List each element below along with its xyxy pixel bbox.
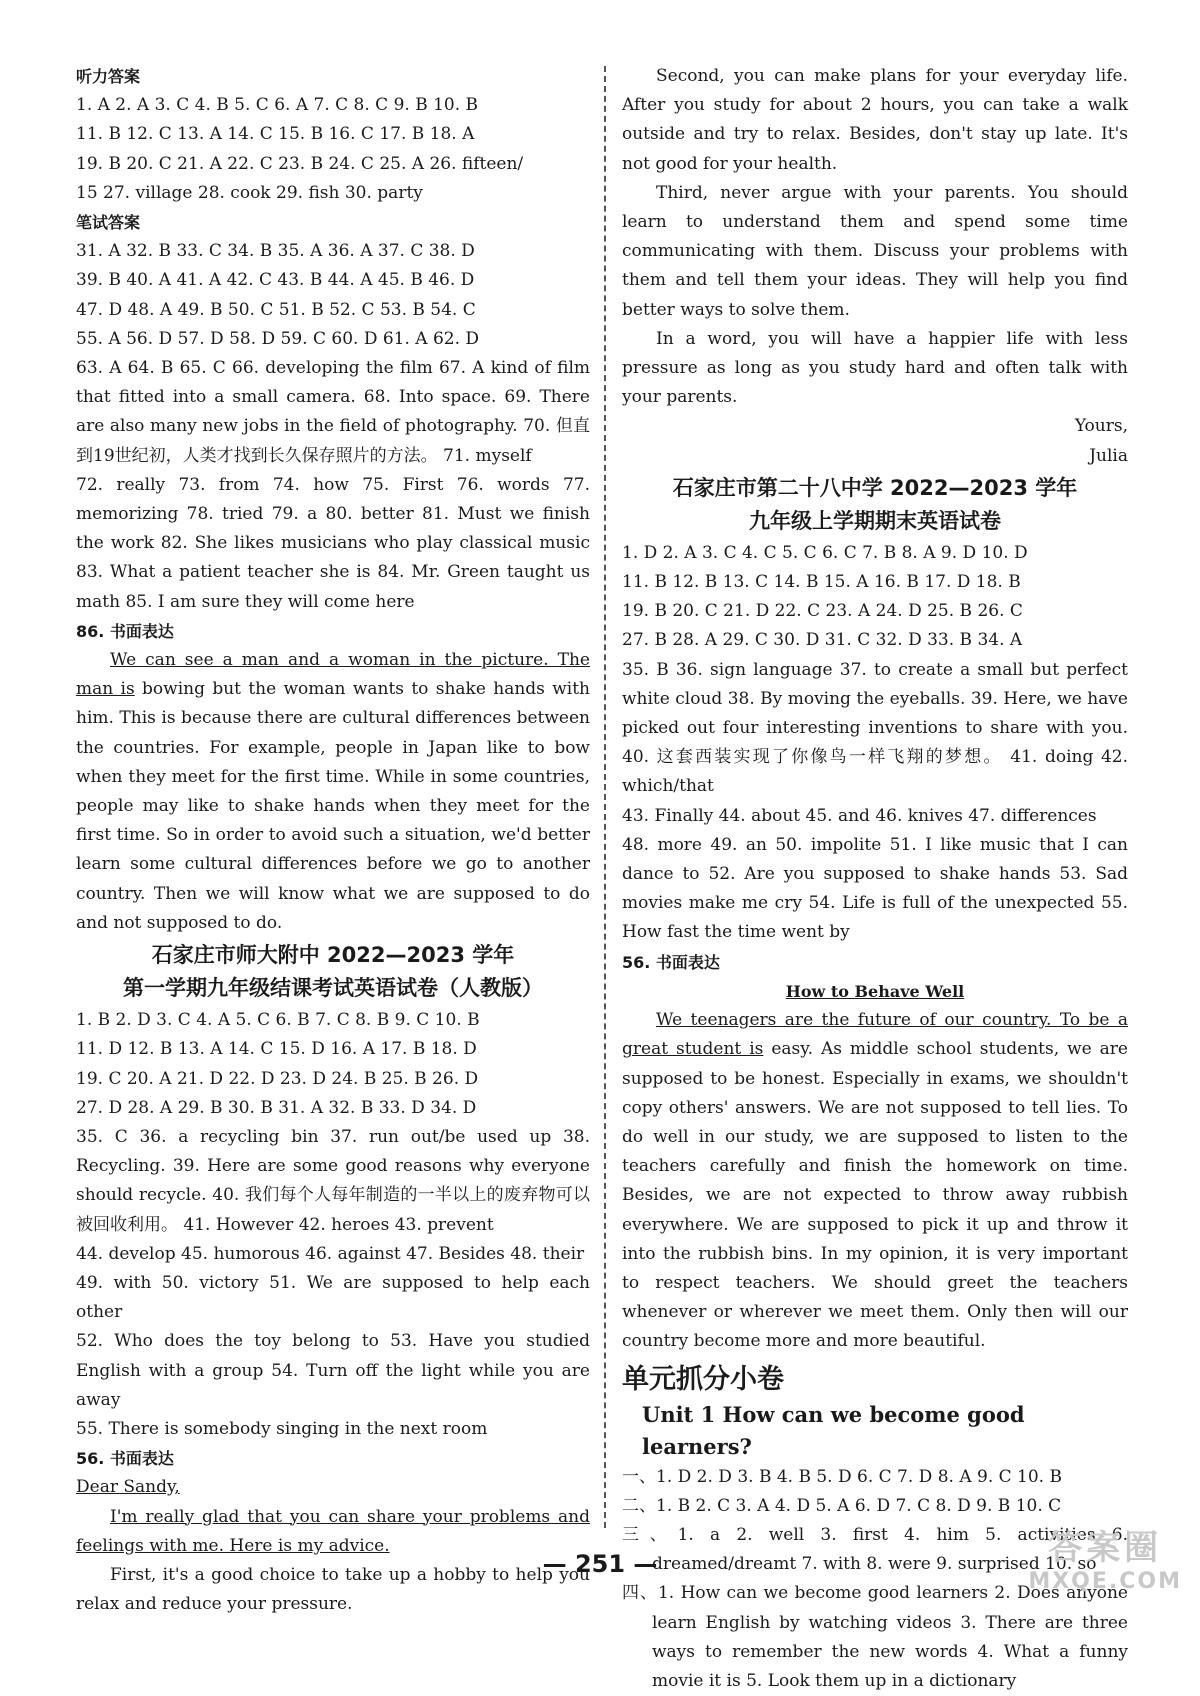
page-number: — 251 — <box>542 1550 658 1578</box>
exam2-answers-line: 27. D 28. A 29. B 30. B 31. A 32. B 33. D 34. D <box>76 1097 477 1118</box>
exam2-answers-block: 52. Who does the toy belong to 53. Have you studied English with a group 54. Turn off the light while you are away <box>76 1331 590 1410</box>
watermark-logo <box>1028 1520 1182 1594</box>
listening-answers-line: 15 27. village 28. cook 29. fish 30. party <box>76 182 423 203</box>
exam3-answers-line: 27. B 28. A 29. C 30. D 31. C 32. D 33. B 34. A <box>622 630 1023 651</box>
unit-section-heading: 单元抓分小卷 <box>622 1363 784 1395</box>
essay-rest: easy. As middle school students, we are supposed to be honest. Especially in exams, we shouldn't copy others' answers. We are not supposed to tell lies. To do well in our study, we are supposed to listen to the teachers carefully and finish the homework on time. Besides, we are not expected to throw away rubbish everywhere. We are supposed to pick it up and throw it into the rubbish bins. In my opinion, it is very important to respect teachers. We should greet the teachers whenever or wherever we meet them. Only then will our country become more and more beautiful. <box>622 1039 1128 1352</box>
unit-title: Unit 1 How can we become good learners? <box>642 1401 1025 1459</box>
writing-86-heading: 86. 书面表达 <box>76 621 174 641</box>
exam3-answers-block: 35. B 36. sign language 37. to create a small but perfect white cloud 38. By moving the eyeballs. 39. Here, we have picked out four interesting inventions to share with you. 40. 这套西装实现了你像鸟一样飞翔的梦想。 41. doing 42. which/that <box>622 659 1128 797</box>
unit-part: 一、1. D 2. D 3. B 4. B 5. D 6. C 7. D 8. A 9. C 10. B <box>622 1466 1062 1487</box>
watermark-url: MXQE.COM <box>1028 1569 1182 1594</box>
exam3-answers-line: 43. Finally 44. about 45. and 46. knives 47. differences <box>622 805 1097 826</box>
unit-part: 四、1. How can we become good learners 2. Does anyone learn English by watching videos 3. There are three ways to remember the new words 4. What a funny movie it is 5. Look them up in a dictionary <box>622 1583 1128 1691</box>
letter-closing: Yours, <box>1074 416 1128 437</box>
exam2-answers-line: 44. develop 45. humorous 46. against 47. Besides 48. their <box>76 1243 585 1264</box>
right-column <box>622 62 1128 1696</box>
exam2-answers-block: 35. C 36. a recycling bin 37. run out/be used up 38. Recycling. 39. Here are some good reasons why everyone should recycle. 40. 我们每个人每年制造的一半以上的废弃物可以被回收利用。 41. However 42. heroes 43. prevent <box>76 1126 590 1235</box>
exam2-answers-line: 11. D 12. B 13. A 14. C 15. D 16. A 17. B 18. D <box>76 1039 477 1060</box>
exam3-title-line2: 九年级上学期期末英语试卷 <box>749 508 1001 533</box>
writing-56-heading-left: 56. 书面表达 <box>76 1449 174 1469</box>
letter-paragraph-1-text: I'm really glad that you can share your problems and feelings with me. Here is my advice. <box>76 1506 590 1556</box>
left-column <box>76 62 590 1619</box>
writing-86-body: bowing but the woman wants to shake hands with him. This is because there are cultural differences between the countries. For example, people in Japan like to bow when they meet for the first time. While in some countries, people may like to shake hands when they meet for the first time. So in order to avoid such a situation, we'd better learn some cultural differences before we go to another country. Then we will know what we are supposed to do and not supposed to do. <box>76 679 590 933</box>
exam2-answers-line: 55. There is somebody singing in the next room <box>76 1418 488 1439</box>
unit-part: 三、1. a 2. well 3. first 4. him 5. activities 6. dreamed/dreamt 7. with 8. were 9. surprised 10. so <box>622 1524 1128 1575</box>
writing-56-heading-right: 56. 书面表达 <box>622 952 720 972</box>
exam3-title-line1: 石家庄市第二十八中学 2022—2023 学年 <box>672 475 1078 500</box>
exam3-answers-line: 1. D 2. A 3. C 4. C 5. C 6. C 7. B 8. A 9. D 10. D <box>622 542 1028 563</box>
column-divider <box>604 66 606 1528</box>
written-answers-line: 47. D 48. A 49. B 50. C 51. B 52. C 53. B 54. C <box>76 299 476 320</box>
letter-salutation: Dear Sandy, <box>76 1477 180 1498</box>
listening-answers-line: 1. A 2. A 3. C 4. B 5. C 6. A 7. C 8. C 9. B 10. B <box>76 95 479 116</box>
exam2-answers-line: 1. B 2. D 3. C 4. A 5. C 6. B 7. C 8. B 9. C 10. B <box>76 1010 480 1031</box>
essay-title: How to Behave Well <box>785 981 965 1001</box>
unit-part: 二、1. B 2. C 3. A 4. D 5. A 6. D 7. C 8. D 9. B 10. C <box>622 1495 1062 1516</box>
letter-paragraph-5: In a word, you will have a happier life with less pressure as long as you study hard and often talk with your parents. <box>622 328 1128 408</box>
written-heading: 笔试答案 <box>76 213 141 233</box>
written-answers-line: 31. A 32. B 33. C 34. B 35. A 36. A 37. C 38. D <box>76 241 475 262</box>
exam3-answers-block: 48. more 49. an 50. impolite 51. I like music that I can dance to 52. Are you supposed to shake hands 53. Sad movies make me cry 54. Life is full of the unexpected 55. How fast the time went by <box>622 834 1128 943</box>
letter-paragraph-4: Third, never argue with your parents. You should learn to understand them and spend some time communicating with them. Discuss your problems with them and tell them your ideas. They will help you find better ways to solve them. <box>622 182 1128 320</box>
exam3-answers-line: 11. B 12. B 13. C 14. B 15. A 16. B 17. D 18. B <box>622 572 1021 593</box>
watermark-text: 答案圈 <box>1048 1528 1163 1568</box>
written-answers-line: 39. B 40. A 41. A 42. C 43. B 44. A 45. B 46. D <box>76 270 475 291</box>
exam2-title-line1: 石家庄市师大附中 2022—2023 学年 <box>151 943 515 968</box>
essay-underlined: We teenagers are the future of our country. To be a great student is <box>622 1010 1128 1060</box>
exam3-answers-line: 19. B 20. C 21. D 22. C 23. A 24. D 25. B 26. C <box>622 601 1023 622</box>
written-answers-line: 55. A 56. D 57. D 58. D 59. C 60. D 61. A 62. D <box>76 328 480 349</box>
writing-86-essay <box>76 646 590 938</box>
exam2-title-line2: 第一学期九年级结课考试英语试卷（人教版） <box>123 976 543 1001</box>
essay-body <box>622 1006 1128 1356</box>
exam2-answers-line: 49. with 50. victory 51. We are supposed to help each other <box>76 1272 590 1323</box>
listening-answers-line: 19. B 20. C 21. A 22. C 23. B 24. C 25. A 26. fifteen/ <box>76 153 524 174</box>
exam2-answers-line: 19. C 20. A 21. D 22. D 23. D 24. B 25. B 26. D <box>76 1068 479 1089</box>
written-answers-block: 63. A 64. B 65. C 66. developing the film 67. A kind of film that fitted into a small camera. 68. Into space. 69. There are also many new jobs in the field of photography. 70. 但直到19世纪初，人类才找到长久保存照片的方法。 71. myself <box>76 358 590 466</box>
listening-answers-line: 11. B 12. C 13. A 14. C 15. B 16. C 17. B 18. A <box>76 124 475 145</box>
writing-86-underlined: We can see a man and a woman in the picture. The man is <box>76 650 590 700</box>
letter-paragraph-3: Second, you can make plans for your everyday life. After you study for about 2 hours, you can take a walk outside and try to relax. Besides, don't stay up late. It's not good for your health. <box>622 66 1128 174</box>
listening-heading: 听力答案 <box>76 67 141 86</box>
letter-signature: Julia <box>1089 445 1128 466</box>
letter-paragraph-2: First, it's a good choice to take up a hobby to help you relax and reduce your pressure. <box>76 1564 590 1615</box>
written-answers-block: 72. really 73. from 74. how 75. First 76. words 77. memorizing 78. tried 79. a 80. better 81. Must we finish the work 82. She likes musicians who play classical music 83. What a patient teacher she is 84. Mr. Green taught us math 85. I am sure they will come here <box>76 474 590 612</box>
